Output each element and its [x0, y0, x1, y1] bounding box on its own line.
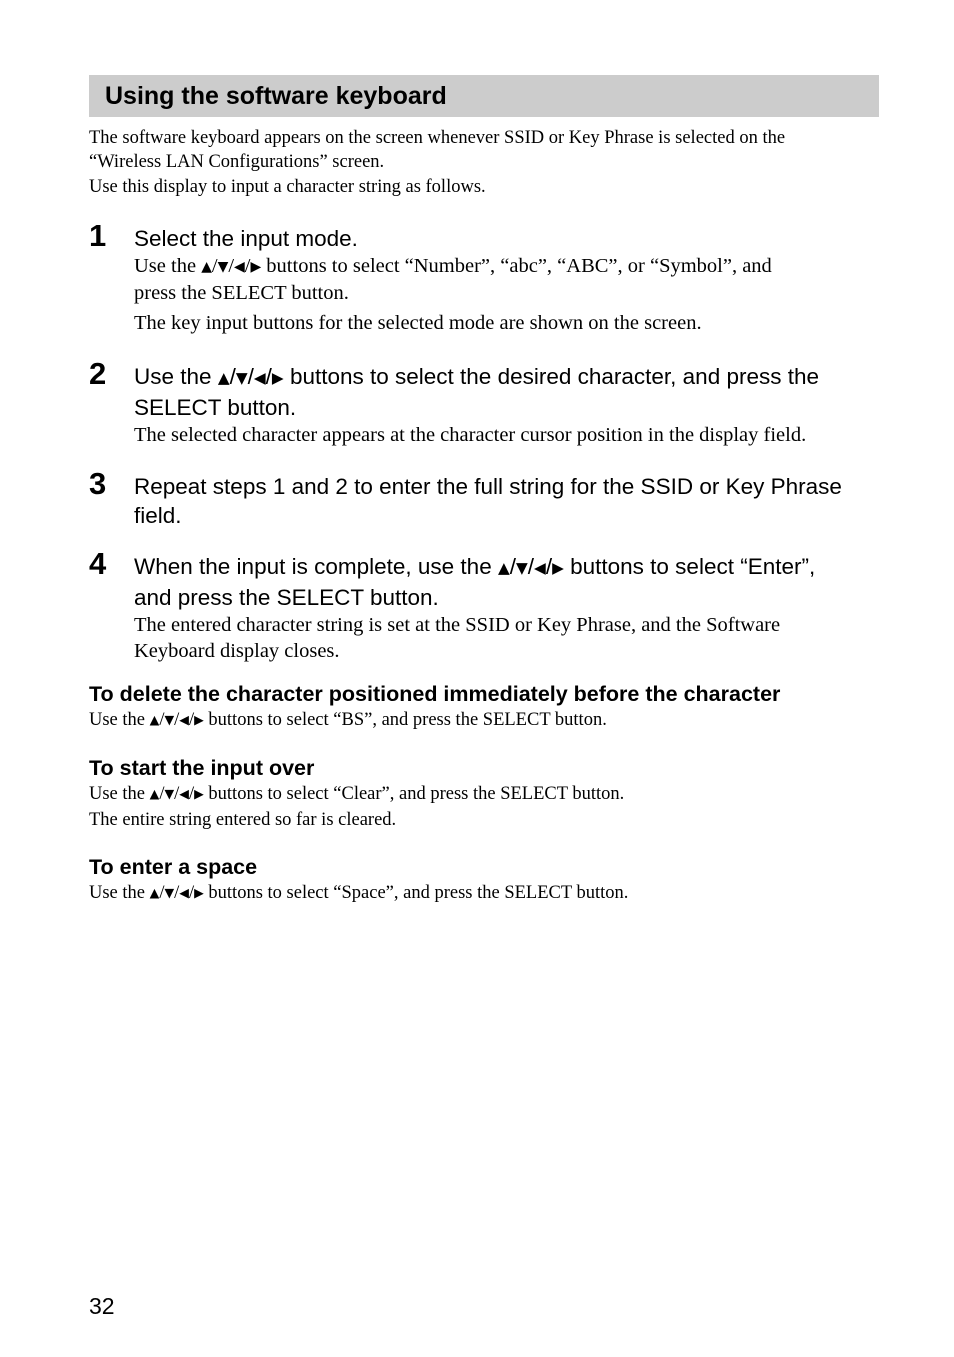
intro-line-2: “Wireless LAN Configurations” screen. — [89, 151, 385, 172]
step-number: 2 — [89, 356, 107, 391]
step-title: Select the input mode. — [134, 226, 358, 251]
arrow-buttons-icon — [150, 781, 204, 807]
text-fragment: Use the — [89, 883, 145, 903]
text-fragment: Keyboard display closes. — [134, 639, 340, 662]
slash-separator: / — [159, 883, 165, 903]
arrow-left-icon: ◀ — [179, 786, 189, 801]
arrow-right-icon: ▶ — [194, 712, 204, 727]
step-description — [134, 612, 884, 664]
text-fragment: buttons to select “Clear”, and press the SELECT button. — [208, 784, 625, 804]
slash-separator: / — [244, 255, 251, 277]
text-fragment: buttons to select “Number”, “abc”, “ABC”, or “Symbol”, and — [266, 255, 772, 277]
text-fragment: Use the — [134, 255, 197, 277]
arrow-down-icon: ▼ — [164, 786, 175, 801]
subsection-text — [89, 781, 889, 807]
text-fragment: press the SELECT button. — [134, 281, 349, 304]
arrow-up-icon: ▲ — [497, 558, 510, 577]
text-fragment: buttons to select “BS”, and press the SELECT button. — [208, 710, 607, 730]
slash-separator: / — [247, 364, 254, 389]
subsection-delete — [89, 681, 889, 733]
slash-separator: / — [174, 883, 180, 903]
slash-separator: / — [229, 364, 236, 389]
arrow-buttons-icon — [150, 880, 204, 906]
slash-separator: / — [265, 364, 272, 389]
step-number: 1 — [89, 218, 107, 253]
arrow-up-icon: ▲ — [149, 885, 160, 900]
step-number: 3 — [89, 466, 107, 501]
page-number: 32 — [89, 1293, 115, 1319]
slash-separator: / — [228, 255, 235, 277]
subsection-heading: To start the input over — [89, 756, 315, 780]
arrow-up-icon: ▲ — [149, 712, 160, 727]
step-description: The selected character appears at the character cursor position in the display field. — [134, 423, 807, 446]
arrow-up-icon: ▲ — [149, 786, 160, 801]
slash-separator: / — [188, 710, 195, 730]
arrow-buttons-icon — [201, 253, 261, 280]
text-fragment: SELECT button. — [134, 394, 297, 420]
slash-separator: / — [211, 255, 218, 277]
text-fragment: buttons to select the desired character, and press the — [289, 364, 820, 389]
text-fragment: The entered character string is set at the SSID or Key Phrase, and the Software — [134, 613, 781, 636]
arrow-right-icon: ▶ — [194, 786, 204, 801]
step-title — [134, 362, 884, 422]
arrow-right-icon: ▶ — [271, 368, 284, 387]
arrow-down-icon: ▼ — [164, 885, 175, 900]
step-title — [134, 552, 884, 612]
text-fragment: Use the — [89, 710, 145, 730]
arrow-up-icon: ▲ — [201, 258, 212, 275]
arrow-down-icon: ▼ — [217, 258, 229, 275]
arrow-left-icon: ◀ — [534, 558, 546, 577]
slash-separator: / — [509, 554, 517, 579]
text-fragment: Repeat steps 1 and 2 to enter the full string for the SSID or Key Phrase — [134, 474, 842, 499]
arrow-buttons-icon — [498, 552, 564, 583]
step-description: The key input buttons for the selected mode are shown on the screen. — [134, 311, 702, 334]
arrow-left-icon: ◀ — [179, 885, 189, 900]
subsection-text — [89, 880, 889, 906]
slash-separator: / — [159, 784, 165, 804]
section-title: Using the software keyboard — [89, 75, 879, 117]
text-fragment: When the input is complete, use the — [134, 554, 492, 579]
slash-separator: / — [174, 710, 180, 730]
text-fragment: buttons to select “Enter”, — [570, 554, 816, 579]
arrow-left-icon: ◀ — [253, 368, 266, 387]
slash-separator: / — [527, 554, 535, 579]
arrow-buttons-icon — [150, 707, 204, 733]
slash-separator: / — [159, 710, 165, 730]
arrow-down-icon: ▼ — [235, 368, 248, 387]
subsection-space — [89, 854, 889, 906]
text-fragment: and press the SELECT button. — [134, 584, 439, 610]
arrow-right-icon: ▶ — [552, 558, 564, 577]
arrow-buttons-icon — [218, 362, 284, 393]
arrow-left-icon: ◀ — [234, 258, 245, 275]
text-fragment: Use the — [134, 364, 212, 389]
intro-line-1: The software keyboard appears on the screen whenever SSID or Key Phrase is selected on the — [89, 128, 786, 148]
slash-separator: / — [188, 883, 195, 903]
arrow-up-icon: ▲ — [217, 368, 230, 387]
step-number: 4 — [89, 546, 107, 581]
subsection-text: The entire string entered so far is cleared. — [89, 810, 397, 830]
text-fragment: buttons to select “Space”, and press the SELECT button. — [208, 883, 629, 903]
subsection-start-over — [89, 755, 889, 833]
subsection-heading: To delete the character positioned immediately before the character — [89, 682, 781, 706]
step-title — [134, 472, 884, 530]
arrow-down-icon: ▼ — [516, 558, 528, 577]
subsection-text — [89, 707, 889, 733]
intro-line-3: Use this display to input a character string as follows. — [89, 177, 486, 197]
arrow-left-icon: ◀ — [179, 712, 189, 727]
step-description — [134, 253, 884, 306]
intro-text — [89, 127, 889, 200]
subsection-heading: To enter a space — [89, 855, 258, 879]
text-fragment: Use the — [89, 784, 145, 804]
slash-separator: / — [545, 554, 553, 579]
slash-separator: / — [188, 784, 195, 804]
arrow-right-icon: ▶ — [194, 885, 204, 900]
arrow-down-icon: ▼ — [164, 712, 175, 727]
arrow-right-icon: ▶ — [250, 258, 262, 275]
slash-separator: / — [174, 784, 180, 804]
text-fragment: field. — [134, 503, 182, 528]
